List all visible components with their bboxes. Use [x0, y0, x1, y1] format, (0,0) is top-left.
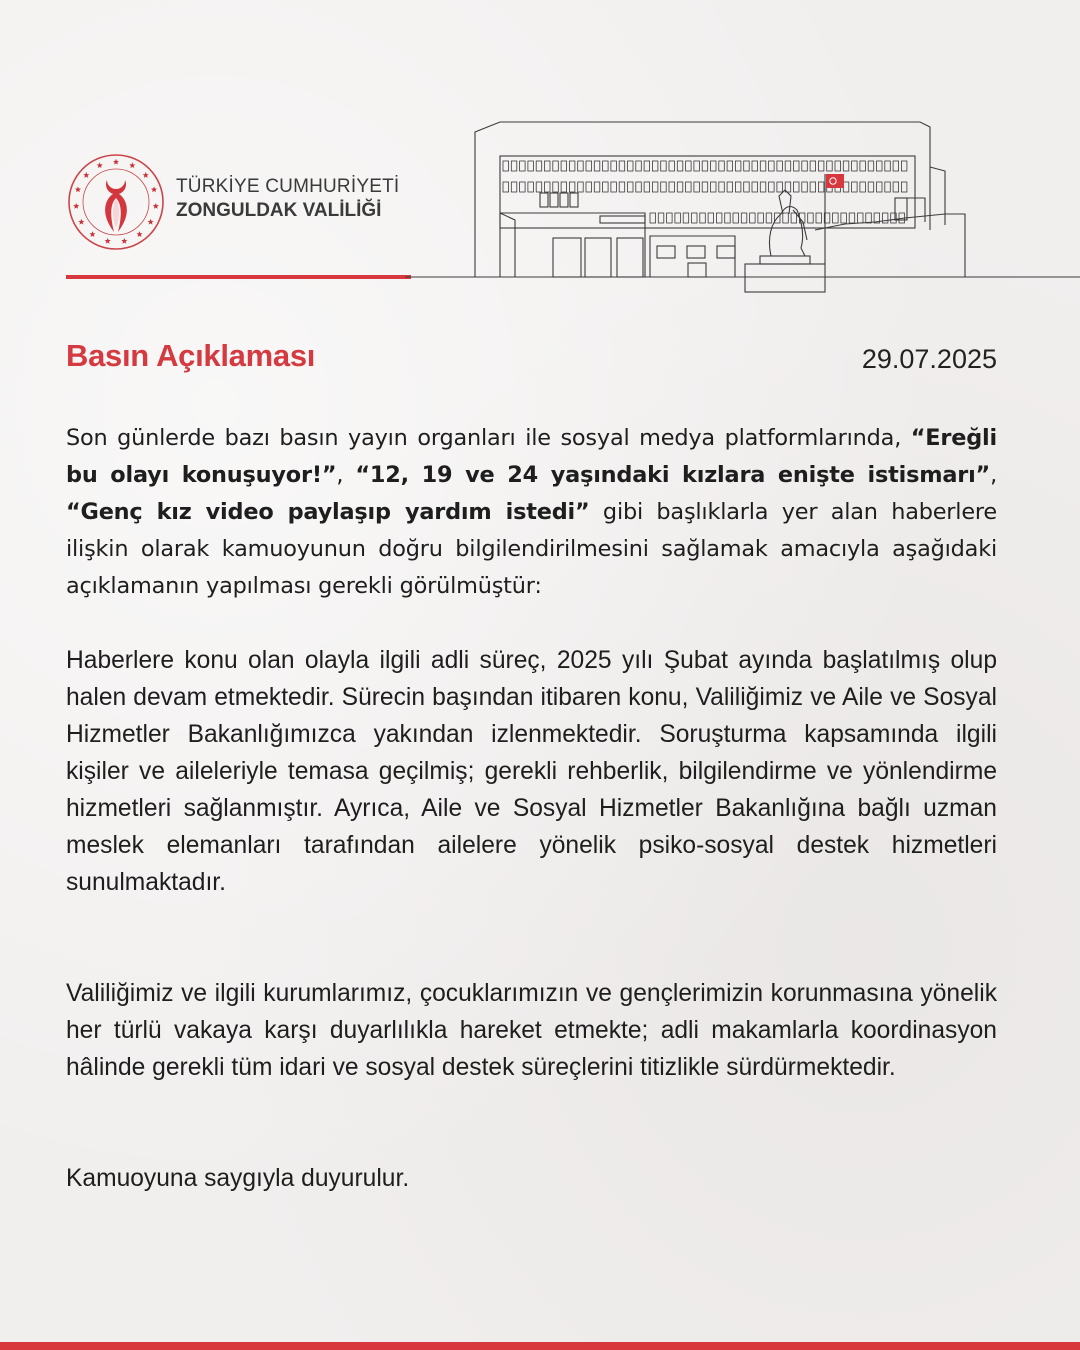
building-window — [833, 213, 839, 223]
building-window — [586, 161, 592, 171]
building-window — [791, 213, 797, 223]
intro-text-2: , — [336, 462, 356, 488]
building-window — [708, 213, 714, 223]
building-window — [658, 213, 664, 223]
emblem-star-icon — [78, 219, 84, 225]
emblem-star-icon — [143, 172, 149, 178]
building-window — [702, 161, 708, 171]
emblem-star-icon — [73, 203, 79, 209]
building-window — [686, 161, 692, 171]
building-window — [760, 161, 766, 171]
building-window — [769, 182, 775, 192]
headline-quote-3: “Genç kız video paylaşıp yardım istedi” — [66, 499, 590, 525]
building-window — [628, 182, 634, 192]
headline-quote-1: “Ereğli bu olayı konuşuyor!” — [66, 425, 997, 488]
building-window — [561, 182, 567, 192]
building-window — [885, 161, 891, 171]
building-window — [628, 161, 634, 171]
building-window — [578, 161, 584, 171]
building-window — [716, 213, 722, 223]
building-window — [553, 161, 559, 171]
emblem-star-icon — [75, 186, 81, 192]
building-window — [503, 182, 509, 192]
building-window — [694, 161, 700, 171]
building-window — [686, 182, 692, 192]
building-window — [594, 161, 600, 171]
building-window — [636, 161, 642, 171]
building-window — [669, 182, 675, 192]
building-window — [553, 182, 559, 192]
building-window — [528, 161, 534, 171]
building-window — [611, 182, 617, 192]
emblem-star-icon — [136, 231, 142, 237]
building-window — [769, 161, 775, 171]
page-title: Basın Açıklaması — [66, 338, 316, 373]
building-window — [849, 213, 855, 223]
paragraph-commitment: Valiliğimiz ve ilgili kurumlarımız, çocuklarımızın ve gençlerimizin korunmasına yönelik her türlü vakaya karşı duyarlılıkla hareket etmekte; adli makamlarla koordinasyon hâlinde gerekli tüm idari ve sosyal destek süreçlerini titizlikle sürdürmektedir. — [66, 980, 997, 1081]
building-window — [578, 182, 584, 192]
building-window — [741, 213, 747, 223]
building-window — [802, 161, 808, 171]
building-window — [858, 213, 864, 223]
building-window — [700, 213, 706, 223]
building-window — [733, 213, 739, 223]
building-window — [758, 213, 764, 223]
building-window — [868, 161, 874, 171]
building-window — [835, 161, 841, 171]
building-window — [661, 161, 667, 171]
emblem-star-icon — [105, 238, 111, 244]
building-window — [702, 182, 708, 192]
building-window — [783, 213, 789, 223]
building-window — [727, 182, 733, 192]
building-window — [619, 182, 625, 192]
building-window — [752, 161, 758, 171]
header-red-rule — [66, 275, 411, 279]
building-window — [860, 182, 866, 192]
building-window — [752, 182, 758, 192]
turkish-flag-icon — [826, 174, 844, 188]
building-window — [810, 161, 816, 171]
building-window — [667, 213, 673, 223]
governorship-emblem-icon — [66, 152, 166, 252]
building-window — [877, 182, 883, 192]
building-window — [652, 182, 658, 192]
building-window — [636, 182, 642, 192]
building-window — [528, 182, 534, 192]
building-window — [744, 182, 750, 192]
building-window — [677, 182, 683, 192]
building-window — [719, 161, 725, 171]
building-window — [810, 182, 816, 192]
building-window — [511, 161, 517, 171]
intro-text-4: gibi başlıklarla yer alan haberlere ilişkin olarak kamuoyunun doğru bilgilendirilmesini sağlamak amacıyla aşağıdaki açıklamanın yapılması gerekli görülmüştür: — [66, 499, 997, 599]
building-window — [893, 161, 899, 171]
building-window — [868, 182, 874, 192]
building-window — [843, 161, 849, 171]
building-window — [503, 161, 509, 171]
building-window — [808, 213, 814, 223]
building-window — [866, 213, 872, 223]
building-window — [536, 182, 542, 192]
building-window — [683, 213, 689, 223]
government-building-illustration — [405, 118, 1080, 293]
org-line-1: TÜRKİYE CUMHURİYETİ — [176, 176, 400, 197]
building-window — [594, 182, 600, 192]
building-window — [569, 161, 575, 171]
building-window — [603, 182, 609, 192]
building-window — [785, 161, 791, 171]
building-window — [511, 182, 517, 192]
building-window — [692, 213, 698, 223]
emblem-star-icon — [151, 186, 157, 192]
building-window — [860, 161, 866, 171]
building-window — [677, 161, 683, 171]
building-window — [650, 213, 656, 223]
emblem-star-icon — [89, 231, 95, 237]
emblem-star-icon — [97, 162, 103, 168]
building-window — [536, 161, 542, 171]
building-window — [586, 182, 592, 192]
building-window — [852, 182, 858, 192]
building-window — [569, 182, 575, 192]
building-window — [727, 161, 733, 171]
building-window — [877, 161, 883, 171]
building-window — [766, 213, 772, 223]
building-window — [719, 182, 725, 192]
building-window — [885, 182, 891, 192]
building-window — [711, 182, 717, 192]
headline-quote-2: “12, 19 ve 24 yaşındaki kızlara enişte istismarı” — [355, 462, 991, 488]
building-window — [644, 182, 650, 192]
building-window — [760, 182, 766, 192]
document-date: 29.07.2025 — [861, 344, 997, 374]
intro-text-1: Son günlerde bazı basın yayın organları ile sosyal medya platformlarında, — [66, 425, 911, 451]
building-window — [520, 161, 526, 171]
building-window — [777, 182, 783, 192]
building-window — [725, 213, 731, 223]
building-window — [750, 213, 756, 223]
building-window — [901, 161, 907, 171]
building-window — [777, 161, 783, 171]
building-window — [711, 161, 717, 171]
building-window — [841, 213, 847, 223]
emblem-star-icon — [121, 238, 127, 244]
building-window — [735, 182, 741, 192]
building-window — [545, 182, 551, 192]
emblem-star-icon — [83, 172, 89, 178]
building-window — [644, 161, 650, 171]
building-window — [619, 161, 625, 171]
building-window — [852, 161, 858, 171]
building-window — [661, 182, 667, 192]
building-window — [669, 161, 675, 171]
building-window — [901, 182, 907, 192]
building-window — [611, 161, 617, 171]
emblem-star-icon — [148, 219, 154, 225]
building-window — [794, 161, 800, 171]
organization-name — [176, 176, 399, 222]
intro-text-3: , — [990, 462, 997, 488]
building-window — [675, 213, 681, 223]
building-window — [843, 182, 849, 192]
emblem-star-icon — [153, 203, 159, 209]
emblem-star-icon — [113, 159, 119, 165]
building-window — [818, 182, 824, 192]
paragraph-intro — [66, 420, 997, 605]
building-window — [744, 161, 750, 171]
building-window — [694, 182, 700, 192]
building-window — [603, 161, 609, 171]
building-window — [735, 161, 741, 171]
building-window — [794, 182, 800, 192]
building-window — [818, 161, 824, 171]
building-window — [816, 213, 822, 223]
building-window — [652, 161, 658, 171]
closing-line: Kamuoyuna saygıyla duyurulur. — [66, 1165, 410, 1192]
building-window — [561, 161, 567, 171]
building-window — [520, 182, 526, 192]
building-window — [882, 213, 888, 223]
emblem-star-icon — [129, 162, 135, 168]
building-window — [802, 182, 808, 192]
building-window — [827, 161, 833, 171]
footer-red-bar — [0, 1342, 1080, 1350]
paragraph-process: Haberlere konu olan olayla ilgili adli süreç, 2025 yılı Şubat ayında başlatılmış olup halen devam etmektedir. Sürecin başından itibaren konu, Valiliğimiz ve Aile ve Sosyal Hizmetler Bakanlığımızca yakından izlenmektedir. Soruşturma kapsamında ilgili kişiler ve aileleriyle temasa geçilmiş; gerekli rehberlik, bilgilendirme ve yönlendirme hizmetleri sağlanmıştır. Ayrıca, Aile ve Sosyal Hizmetler Bakanlığına bağlı uzman meslek elemanları tarafından ailelere yönelik psiko-sosyal destek hizmetleri sunulmaktadır. — [66, 647, 997, 896]
building-window — [893, 182, 899, 192]
org-line-2: ZONGULDAK VALİLİĞİ — [176, 199, 382, 221]
building-window — [545, 161, 551, 171]
